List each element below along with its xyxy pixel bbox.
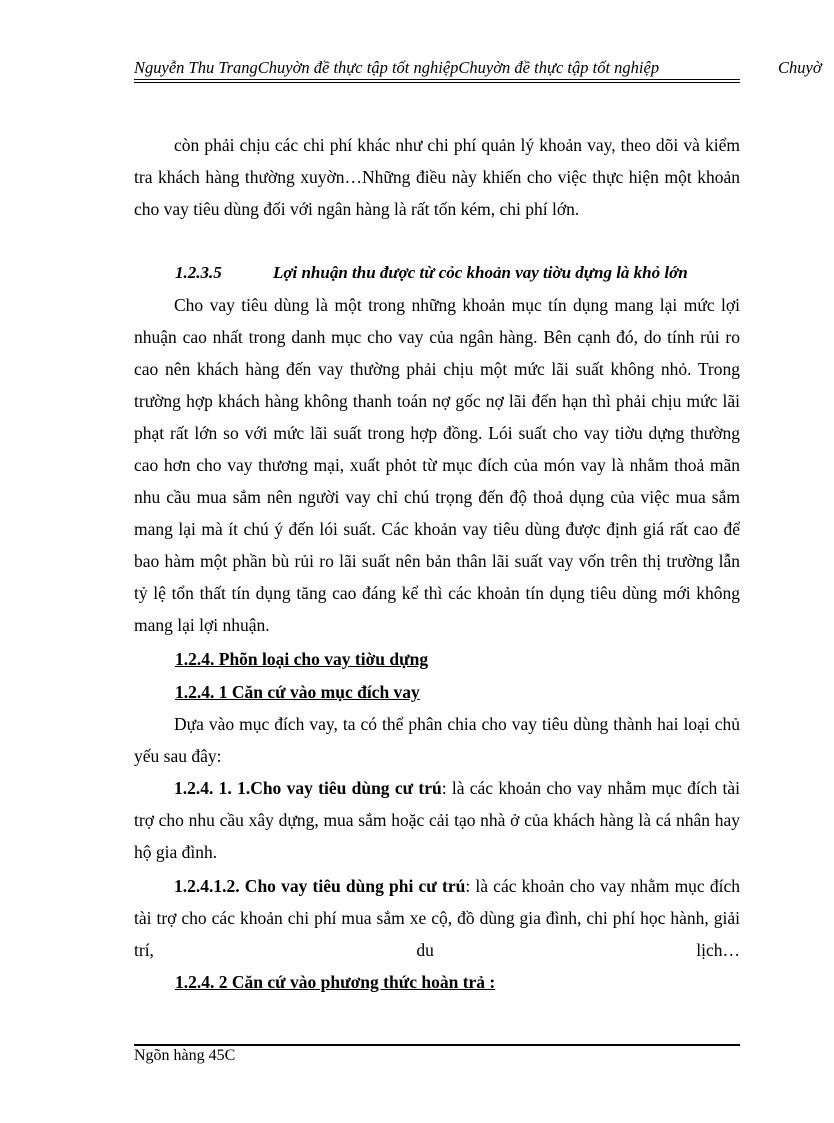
header-rule-top <box>134 79 740 80</box>
header-right-text: Chuyờ <box>778 58 822 77</box>
paragraph-4-term: 1.2.4. 1. 1.Cho vay tiêu dùng cư trú <box>174 778 442 798</box>
paragraph-1: còn phải chịu các chi phí khác như chi phí quản lý khoản vay, theo dõi và kiểm tra khách hàng thường xuyờn…Những điều này khiến cho việc thực hiện một khoản cho vay tiêu dùng đối với ngân hàng là rất tốn kém, chi phí lớn. <box>134 135 740 219</box>
page-footer: Ngõn hàng 45C <box>134 1047 236 1064</box>
section-heading-1-2-3-5 <box>175 257 688 289</box>
section-number: 1.2.3.5 <box>175 263 222 282</box>
header-rule-bottom <box>134 82 740 83</box>
section-heading-1-2-4-2: 1.2.4. 2 Căn cứ vào phương thức hoàn trả : <box>175 972 496 992</box>
paragraph-5 <box>134 870 740 966</box>
section-heading-1-2-4-1: 1.2.4. 1 Căn cứ vào mục đích vay <box>175 682 420 702</box>
paragraph-2: Cho vay tiêu dùng là một trong những khoản mục tín dụng mang lại mức lợi nhuận cao nhất trong danh mục cho vay của ngân hàng. Bên cạnh đó, do tính rủi ro cao nên khách hàng đến vay thường phải chịu một mức lãi suất không nhỏ. Trong trường hợp khách hàng không thanh toán nợ gốc nợ lãi đến hạn thì phải chịu mức lãi phạt rất lớn so với mức lãi suất trong hợp đồng. Lói suất cho vay tiờu dựng thường cao hơn cho vay thương mại, xuất phỏt từ mục đích của món vay là nhằm thoả mãn nhu cầu mua sắm nên người vay chỉ chú trọng đến độ thoả dụng của việc mua sắm mang lại mà ít chú ý đến lói suất. Các khoản vay tiêu dùng được định giá rất cao để bao hàm một phần bù rủi ro lãi suất nên bản thân lãi suất vay vốn trên thị trường lẫn tỷ lệ tổn thất tín dụng tăng cao đáng kể thì các khoản tín dụng tiêu dùng mới không mang lại lợi nhuận. <box>134 295 740 635</box>
paragraph-4 <box>134 772 740 868</box>
footer-rule <box>134 1044 740 1046</box>
paragraph-4-definition: : là các khoản cho vay nhằm mục đích tài trợ cho nhu cầu xây dựng, mua sắm hoặc cải tạo nhà ở của khách hàng là cá nhân hay hộ gia đình. <box>134 778 740 862</box>
paragraph-3: Dựa vào mục đích vay, ta có thể phân chia cho vay tiêu dùng thành hai loại chủ yếu sau đây: <box>134 714 740 766</box>
paragraph-5-term: 1.2.4.1.2. Cho vay tiêu dùng phi cư trú <box>174 876 466 896</box>
page-header <box>134 58 834 80</box>
paragraph-5-definition: : là các khoản cho vay nhằm mục đích tài trợ cho các khoản chi phí mua sắm xe cộ, đồ dùng gia đình, chi phí học hành, giải trí, du lịch… <box>134 876 741 960</box>
section-title: Lợi nhuận thu được từ cỏc khoản vay tiờu dựng là khỏ lớn <box>273 263 688 282</box>
header-left-text: Nguyễn Thu TrangChuyờn đề thực tập tốt nghiệpChuyờn đề thực tập tốt nghiệp <box>134 58 660 77</box>
section-heading-1-2-4: 1.2.4. Phõn loại cho vay tiờu dựng <box>175 649 429 669</box>
